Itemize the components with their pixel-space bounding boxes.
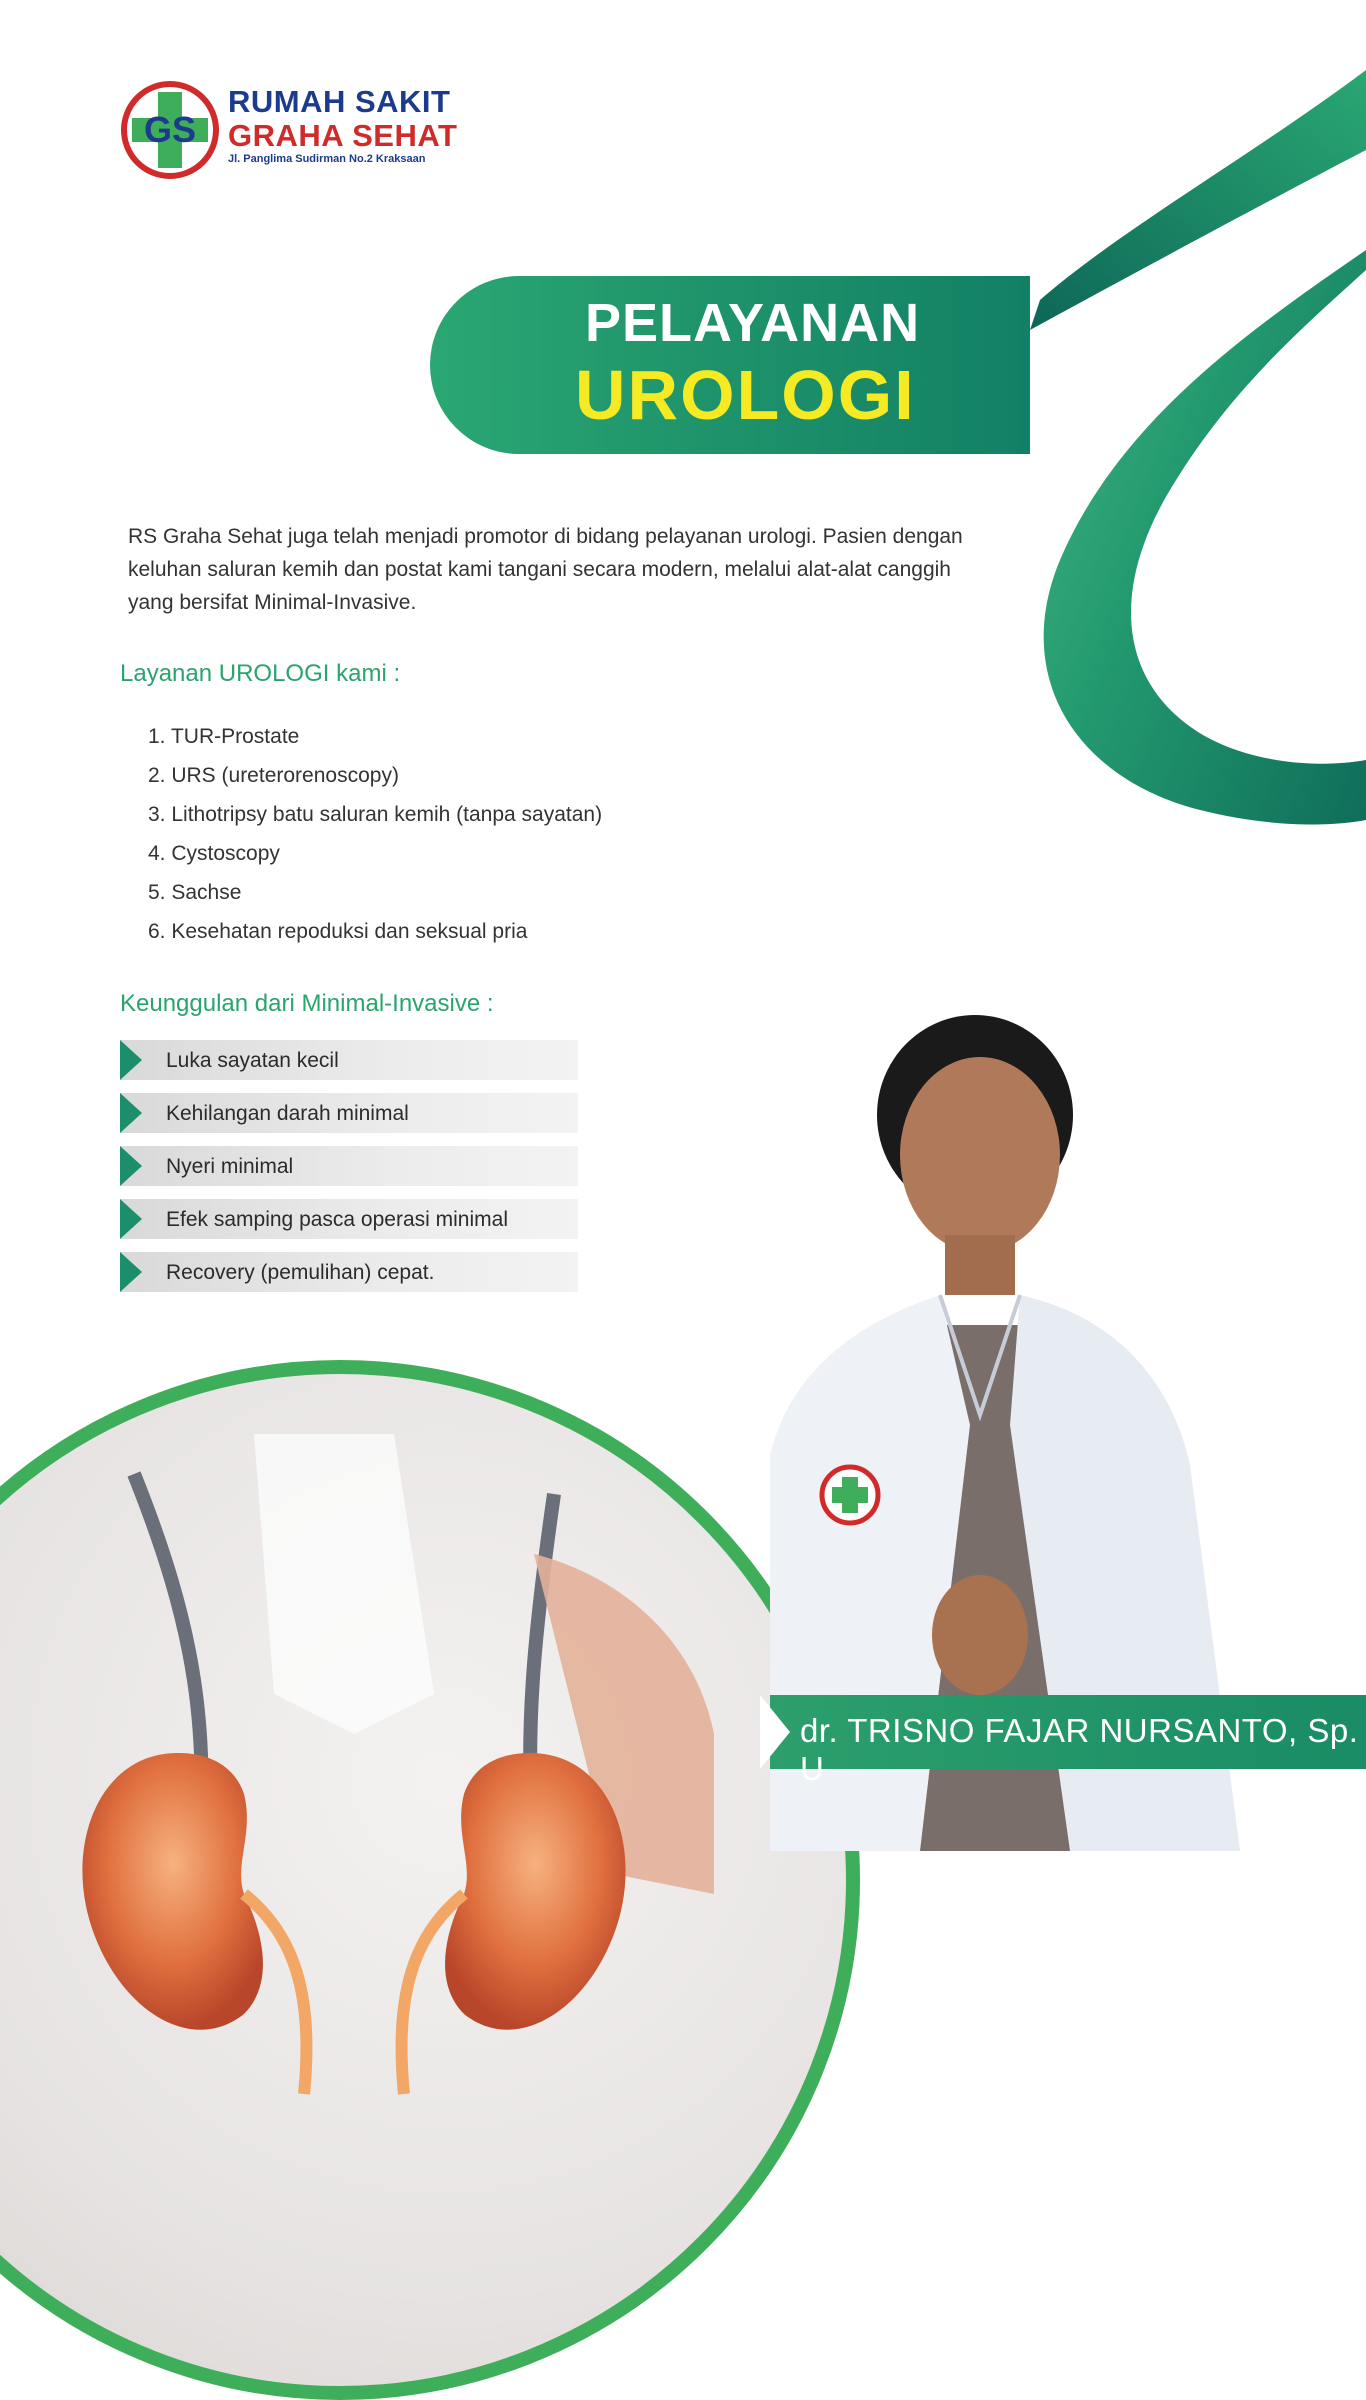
triangle-bullet-icon [120,1146,142,1186]
triangle-bullet-icon [120,1093,142,1133]
list-item: 3. Lithotripsy batu saluran kemih (tanpa sayatan) [148,803,603,826]
benefits-heading: Keunggulan dari Minimal-Invasive : [120,990,494,1017]
doctor-name: dr. TRISNO FAJAR NURSANTO, Sp. U [800,1712,1359,1787]
benefit-item [120,1146,578,1186]
benefit-label: Nyeri minimal [166,1155,294,1178]
benefit-item [120,1199,578,1239]
triangle-bullet-icon [120,1199,142,1239]
triangle-bullet-icon [120,1252,142,1292]
list-item: 2. URS (ureterorenoscopy) [148,764,399,787]
logo-line-2: GRAHA SEHAT [228,118,458,153]
services-heading: Layanan UROLOGI kami : [120,660,401,687]
services-list [148,717,602,951]
triangle-bullet-icon [120,1040,142,1080]
benefit-label: Recovery (pemulihan) cepat. [166,1261,435,1284]
title-line-1: PELAYANAN [585,293,921,353]
list-item: 5. Sachse [148,881,242,904]
list-item: 6. Kesehatan repoduksi dan seksual pria [148,920,528,943]
benefit-item [120,1252,578,1292]
hospital-logo-icon [120,80,220,180]
benefits-list [120,1040,578,1305]
list-item: 1. TUR-Prostate [148,725,300,748]
benefit-item [120,1093,578,1133]
benefit-item [120,1040,578,1080]
intro-paragraph: RS Graha Sehat juga telah menjadi promotor di bidang pelayanan urologi. Pasien dengan keluhan saluran kemih dan postat kami tangani secara modern, melalui alat-alat canggih yang bersifat Minimal-Invasive. [128,525,963,614]
logo-address: Jl. Panglima Sudirman No.2 Kraksaan [228,153,426,165]
title-line-2: UROLOGI [575,356,916,434]
logo-line-1: RUMAH SAKIT [228,84,451,119]
logo-badge-text: GS [143,109,197,150]
name-bar-notch [760,1695,790,1769]
benefit-label: Efek samping pasca operasi minimal [166,1208,508,1231]
benefit-label: Luka sayatan kecil [166,1049,339,1072]
benefit-label: Kehilangan darah minimal [166,1102,409,1125]
list-item: 4. Cystoscopy [148,842,280,865]
